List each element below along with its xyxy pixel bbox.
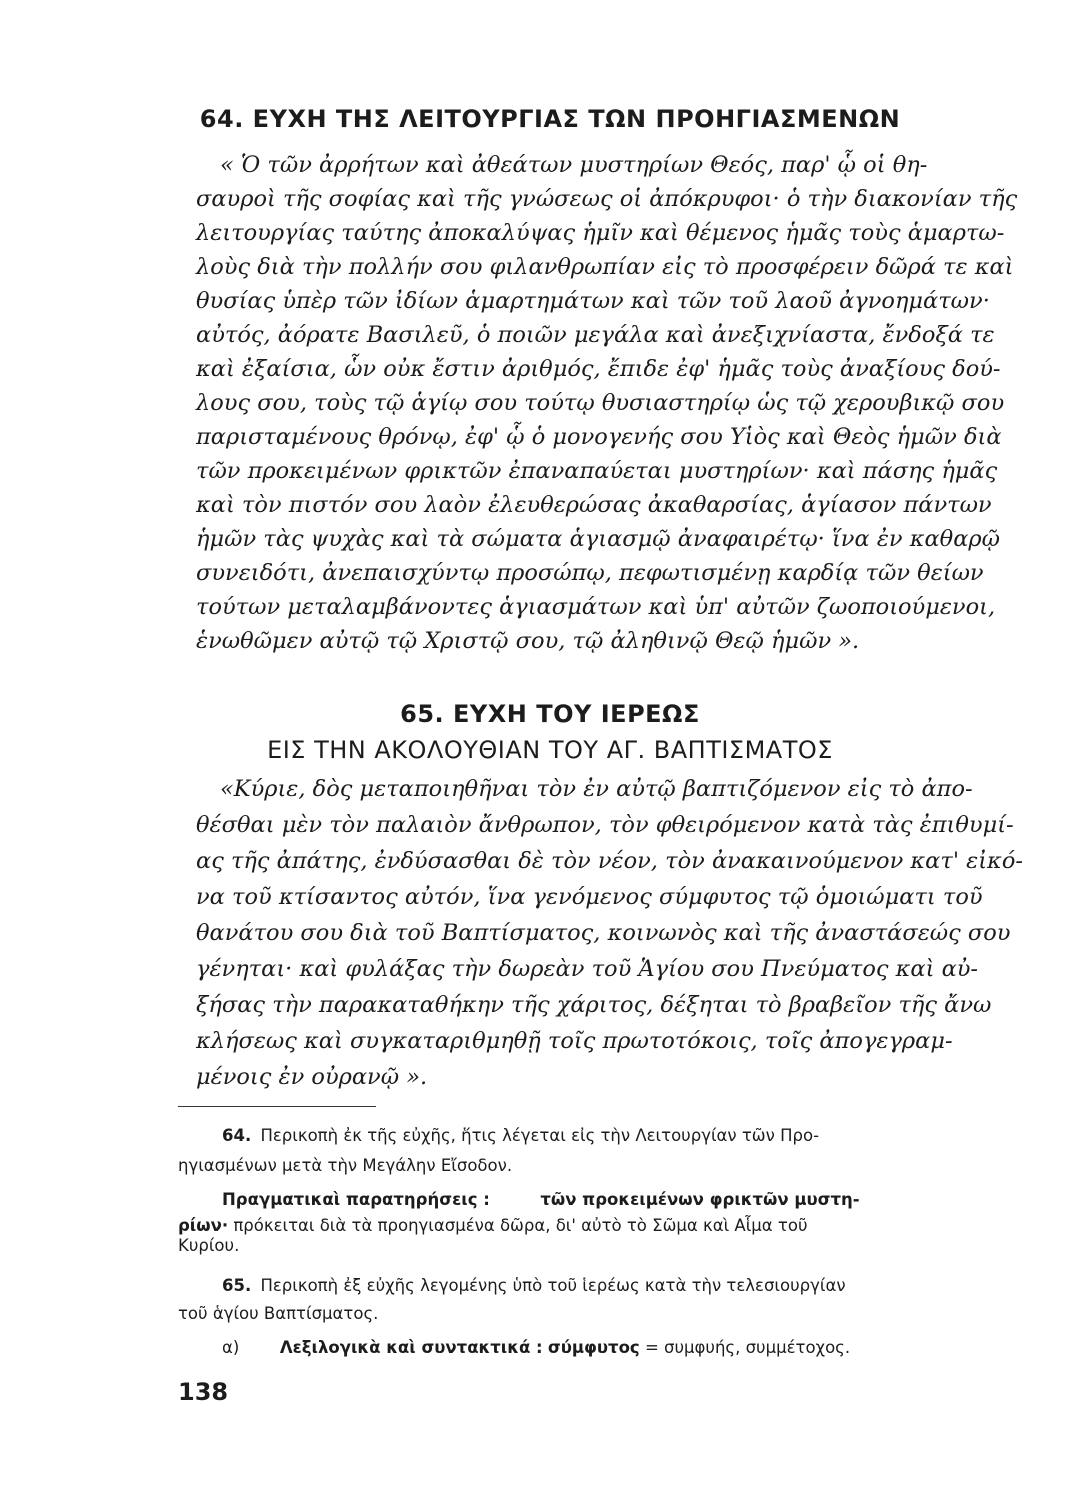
footnote-65-a-term: σύμφυτος	[547, 1338, 640, 1357]
prayer-line: κλήσεως καὶ συγκαταριθμηθῇ τοῖς πρωτοτόκοις, τοῖς ἀπογεγραμ-	[196, 1028, 953, 1054]
footnote-64-line2: ηγιασμένων μετὰ τὴν Μεγάλην Εἴσοδον.	[178, 1156, 513, 1175]
prayer-line: τούτων μεταλαμβάνοντες ἁγιασμάτων καὶ ὑπ' αὐτῶν ζωοποιούμενοι,	[196, 594, 996, 620]
footnote-64-remarks-line2	[178, 1216, 808, 1235]
prayer-line: σαυροὶ τῆς σοφίας καὶ τῆς γνώσεως οἱ ἀπόκρυφοι· ὁ τὴν διακονίαν τῆς	[196, 186, 1018, 212]
prayer-line: λους σου, τοὺς τῷ ἁγίῳ σου τούτῳ θυσιαστηρίῳ ὡς τῷ χερουβικῷ σου	[196, 390, 1005, 416]
prayer-line: θανάτου σου διὰ τοῦ Βαπτίσματος, κοινωνὸς καὶ τῆς ἀναστάσεώς σου	[196, 920, 1011, 946]
prayer-line: μένοις ἐν οὐρανῷ ».	[196, 1064, 428, 1090]
prayer-line: «Κύριε, δὸς μεταποιηθῆναι τὸν ἐν αὐτῷ βαπτιζόμενον εἰς τὸ ἀπο-	[220, 776, 973, 802]
footnote-65-a-definition: = συμφυής, συμμέτοχος.	[644, 1338, 851, 1357]
section-65-heading-line1: 65. ΕΥΧΗ ΤΟΥ ΙΕΡΕΩΣ	[400, 700, 700, 728]
prayer-line: θέσθαι μὲν τὸν παλαιὸν ἄνθρωπον, τὸν φθειρόμενον κατὰ τὰς ἐπιθυμί-	[196, 812, 1014, 838]
section-64-heading: 64. ΕΥΧΗ ΤΗΣ ΛΕΙΤΟΥΡΓΙΑΣ ΤΩΝ ΠΡΟΗΓΙΑΣΜΕΝΩΝ	[199, 105, 901, 133]
prayer-line: να τοῦ κτίσαντος αὐτόν, ἵνα γενόμενος σύμφυτος τῷ ὁμοιώματι τοῦ	[196, 884, 983, 910]
prayer-line: αὐτός, ἀόρατε Βασιλεῦ, ὁ ποιῶν μεγάλα καὶ ἀνεξιχνίαστα, ἔνδοξά τε	[196, 322, 995, 348]
footnote-separator	[178, 1106, 376, 1107]
prayer-line: ἑνωθῶμεν αὐτῷ τῷ Χριστῷ σου, τῷ ἀληθινῷ Θεῷ ἡμῶν ».	[196, 628, 860, 654]
prayer-line: λοὺς διὰ τὴν πολλήν σου φιλανθρωπίαν εἰς τὸ προσφέρειν δῶρά τε καὶ	[196, 254, 1014, 280]
footnote-65-line2: τοῦ ἁγίου Βαπτίσματος.	[178, 1304, 379, 1323]
prayer-line: λειτουργίας ταύτης ἀποκαλύψας ἡμῖν καὶ θέμενος ἡμᾶς τοὺς ἁμαρτω-	[196, 220, 1005, 246]
footnote-64-remarks-line3: Κυρίου.	[178, 1236, 240, 1255]
footnote-65-a-marker: α)	[222, 1338, 240, 1357]
prayer-line: καὶ ἐξαίσια, ὧν οὐκ ἔστιν ἀριθμός, ἔπιδε ἐφ' ἡμᾶς τοὺς ἀναξίους δού-	[196, 356, 1001, 382]
prayer-line: συνειδότι, ἀνεπαισχύντῳ προσώπῳ, πεφωτισμένῃ καρδίᾳ τῶν θείων	[196, 560, 984, 586]
footnote-65-a-line	[222, 1338, 850, 1357]
footnote-65-text: Περικοπὴ ἐξ εὐχῆς λεγομένης ὑπὸ τοῦ ἱερέως κατὰ τὴν τελεσιουργίαν	[260, 1276, 846, 1295]
footnote-65-line1	[222, 1276, 846, 1295]
prayer-line: γένηται· καὶ φυλάξας τὴν δωρεὰν τοῦ Ἁγίου σου Πνεύματος καὶ αὐ-	[196, 956, 979, 982]
prayer-line: θυσίας ὑπὲρ τῶν ἰδίων ἁμαρτημάτων καὶ τῶν τοῦ λαοῦ ἀγνοημάτων·	[196, 288, 990, 314]
footnote-65-a-label: Λεξιλογικὰ καὶ συντακτικά :	[279, 1338, 543, 1357]
section-65-heading-line2: ΕΙΣ ΤΗΝ ΑΚΟΛΟΥΘΙΑΝ ΤΟΥ ΑΓ. ΒΑΠΤΙΣΜΑΤΟΣ	[267, 736, 833, 764]
remarks-text: πρόκειται διὰ τὰ προηγιασμένα δῶρα, δι' αὐτὸ τὸ Σῶμα καὶ Αἷμα τοῦ	[233, 1216, 808, 1235]
footnote-64-line1	[222, 1126, 819, 1145]
remarks-term: τῶν προκειμένων φρικτῶν μυστη-	[540, 1190, 860, 1209]
footnote-64-remarks-line1	[222, 1190, 860, 1209]
prayer-line: ας τῆς ἀπάτης, ἐνδύσασθαι δὲ τὸν νέον, τὸν ἀνακαινούμενον κατ' εἰκό-	[196, 848, 1023, 874]
footnote-64-text: Περικοπὴ ἐκ τῆς εὐχῆς, ἥτις λέγεται εἰς τὴν Λειτουργίαν τῶν Προ-	[260, 1126, 820, 1145]
prayer-line: καὶ τὸν πιστόν σου λαὸν ἐλευθερώσας ἀκαθαρσίας, ἁγίασον πάντων	[196, 492, 992, 518]
footnote-64-number: 64.	[222, 1126, 252, 1145]
page-number: 138	[178, 1378, 229, 1406]
prayer-line: παρισταμένους θρόνῳ, ἐφ' ᾧ ὁ μονογενής σου Υἱὸς καὶ Θεὸς ἡμῶν διὰ	[196, 424, 1002, 450]
remarks-term-continued: ρίων·	[178, 1216, 229, 1235]
prayer-line: ἡμῶν τὰς ψυχὰς καὶ τὰ σώματα ἁγιασμῷ ἀναφαιρέτῳ· ἵνα ἐν καθαρῷ	[196, 526, 1001, 552]
remarks-label: Πραγματικαὶ παρατηρήσεις :	[222, 1190, 490, 1209]
prayer-line: τῶν προκειμένων φρικτῶν ἐπαναπαύεται μυστηρίων· καὶ πάσης ἡμᾶς	[196, 458, 998, 484]
footnote-65-number: 65.	[222, 1276, 252, 1295]
prayer-line: ξήσας τὴν παρακαταθήκην τῆς χάριτος, δέξηται τὸ βραβεῖον τῆς ἄνω	[196, 992, 992, 1018]
prayer-line: « Ὁ τῶν ἀρρήτων καὶ ἀθεάτων μυστηρίων Θεός, παρ' ᾧ οἱ θη-	[220, 152, 928, 178]
